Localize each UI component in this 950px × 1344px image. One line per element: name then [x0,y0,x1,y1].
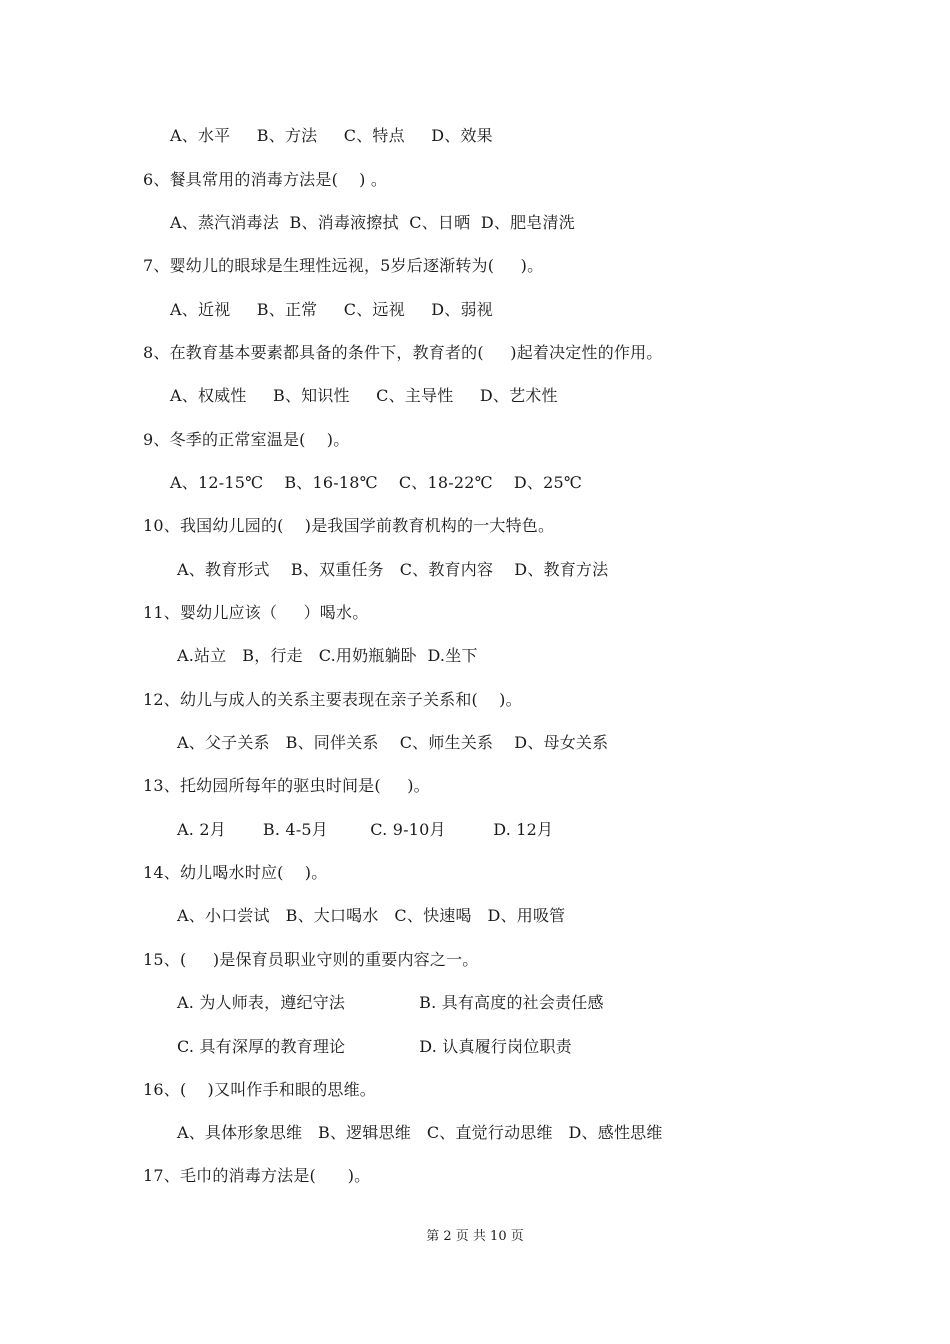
question-line: 7、婴幼儿的眼球是生理性远视，5岁后逐渐转为( )。 [143,256,544,275]
option-line: A、蒸汽消毒法 B、消毒液擦拭 C、日晒 D、肥皂清洗 [170,213,575,232]
question-line: 16、( )又叫作手和眼的思维。 [143,1080,376,1099]
option-line: A、具体形象思维 B、逻辑思维 C、直觉行动思维 D、感性思维 [177,1123,663,1142]
option-line: A. 2月 B. 4-5月 C. 9-10月 D. 12月 [177,820,554,839]
question-line: 11、婴幼儿应该（ ）喝水。 [143,603,369,622]
option-line: A、父子关系 B、同伴关系 C、师生关系 D、母女关系 [177,733,609,752]
question-line: 14、幼儿喝水时应( )。 [143,863,328,882]
question-line: 13、托幼园所每年的驱虫时间是( )。 [143,776,430,795]
question-line: 9、冬季的正常室温是( )。 [143,430,350,449]
option-line: A、权威性 B、知识性 C、主导性 D、艺术性 [170,386,558,405]
question-line: 15、( )是保育员职业守则的重要内容之一。 [143,950,479,969]
question-line: 6、餐具常用的消毒方法是( ) 。 [143,170,388,189]
question-line: 12、幼儿与成人的关系主要表现在亲子关系和( )。 [143,690,522,709]
page-footer: 第 2 页 共 10 页 [426,1229,524,1244]
option-line: A、教育形式 B、双重任务 C、教育内容 D、教育方法 [177,560,609,579]
option-line: A、小口尝试 B、大口喝水 C、快速喝 D、用吸管 [177,906,566,925]
option-line: C. 具有深厚的教育理论 D. 认真履行岗位职责 [177,1037,572,1056]
option-line: A、12-15℃ B、16-18℃ C、18-22℃ D、25℃ [170,473,582,492]
question-line: 17、毛巾的消毒方法是( )。 [143,1166,371,1185]
option-line: A、近视 B、正常 C、远视 D、弱视 [170,300,493,319]
option-line: A.站立 B，行走 C.用奶瓶躺卧 D.坐下 [177,646,478,665]
option-line: A. 为人师表，遵纪守法 B. 具有高度的社会责任感 [177,993,604,1012]
option-line: A、水平 B、方法 C、特点 D、效果 [170,126,493,145]
question-line: 10、我国幼儿园的( )是我国学前教育机构的一大特色。 [143,516,555,535]
question-line: 8、在教育基本要素都具备的条件下，教育者的( )起着决定性的作用。 [143,343,663,362]
